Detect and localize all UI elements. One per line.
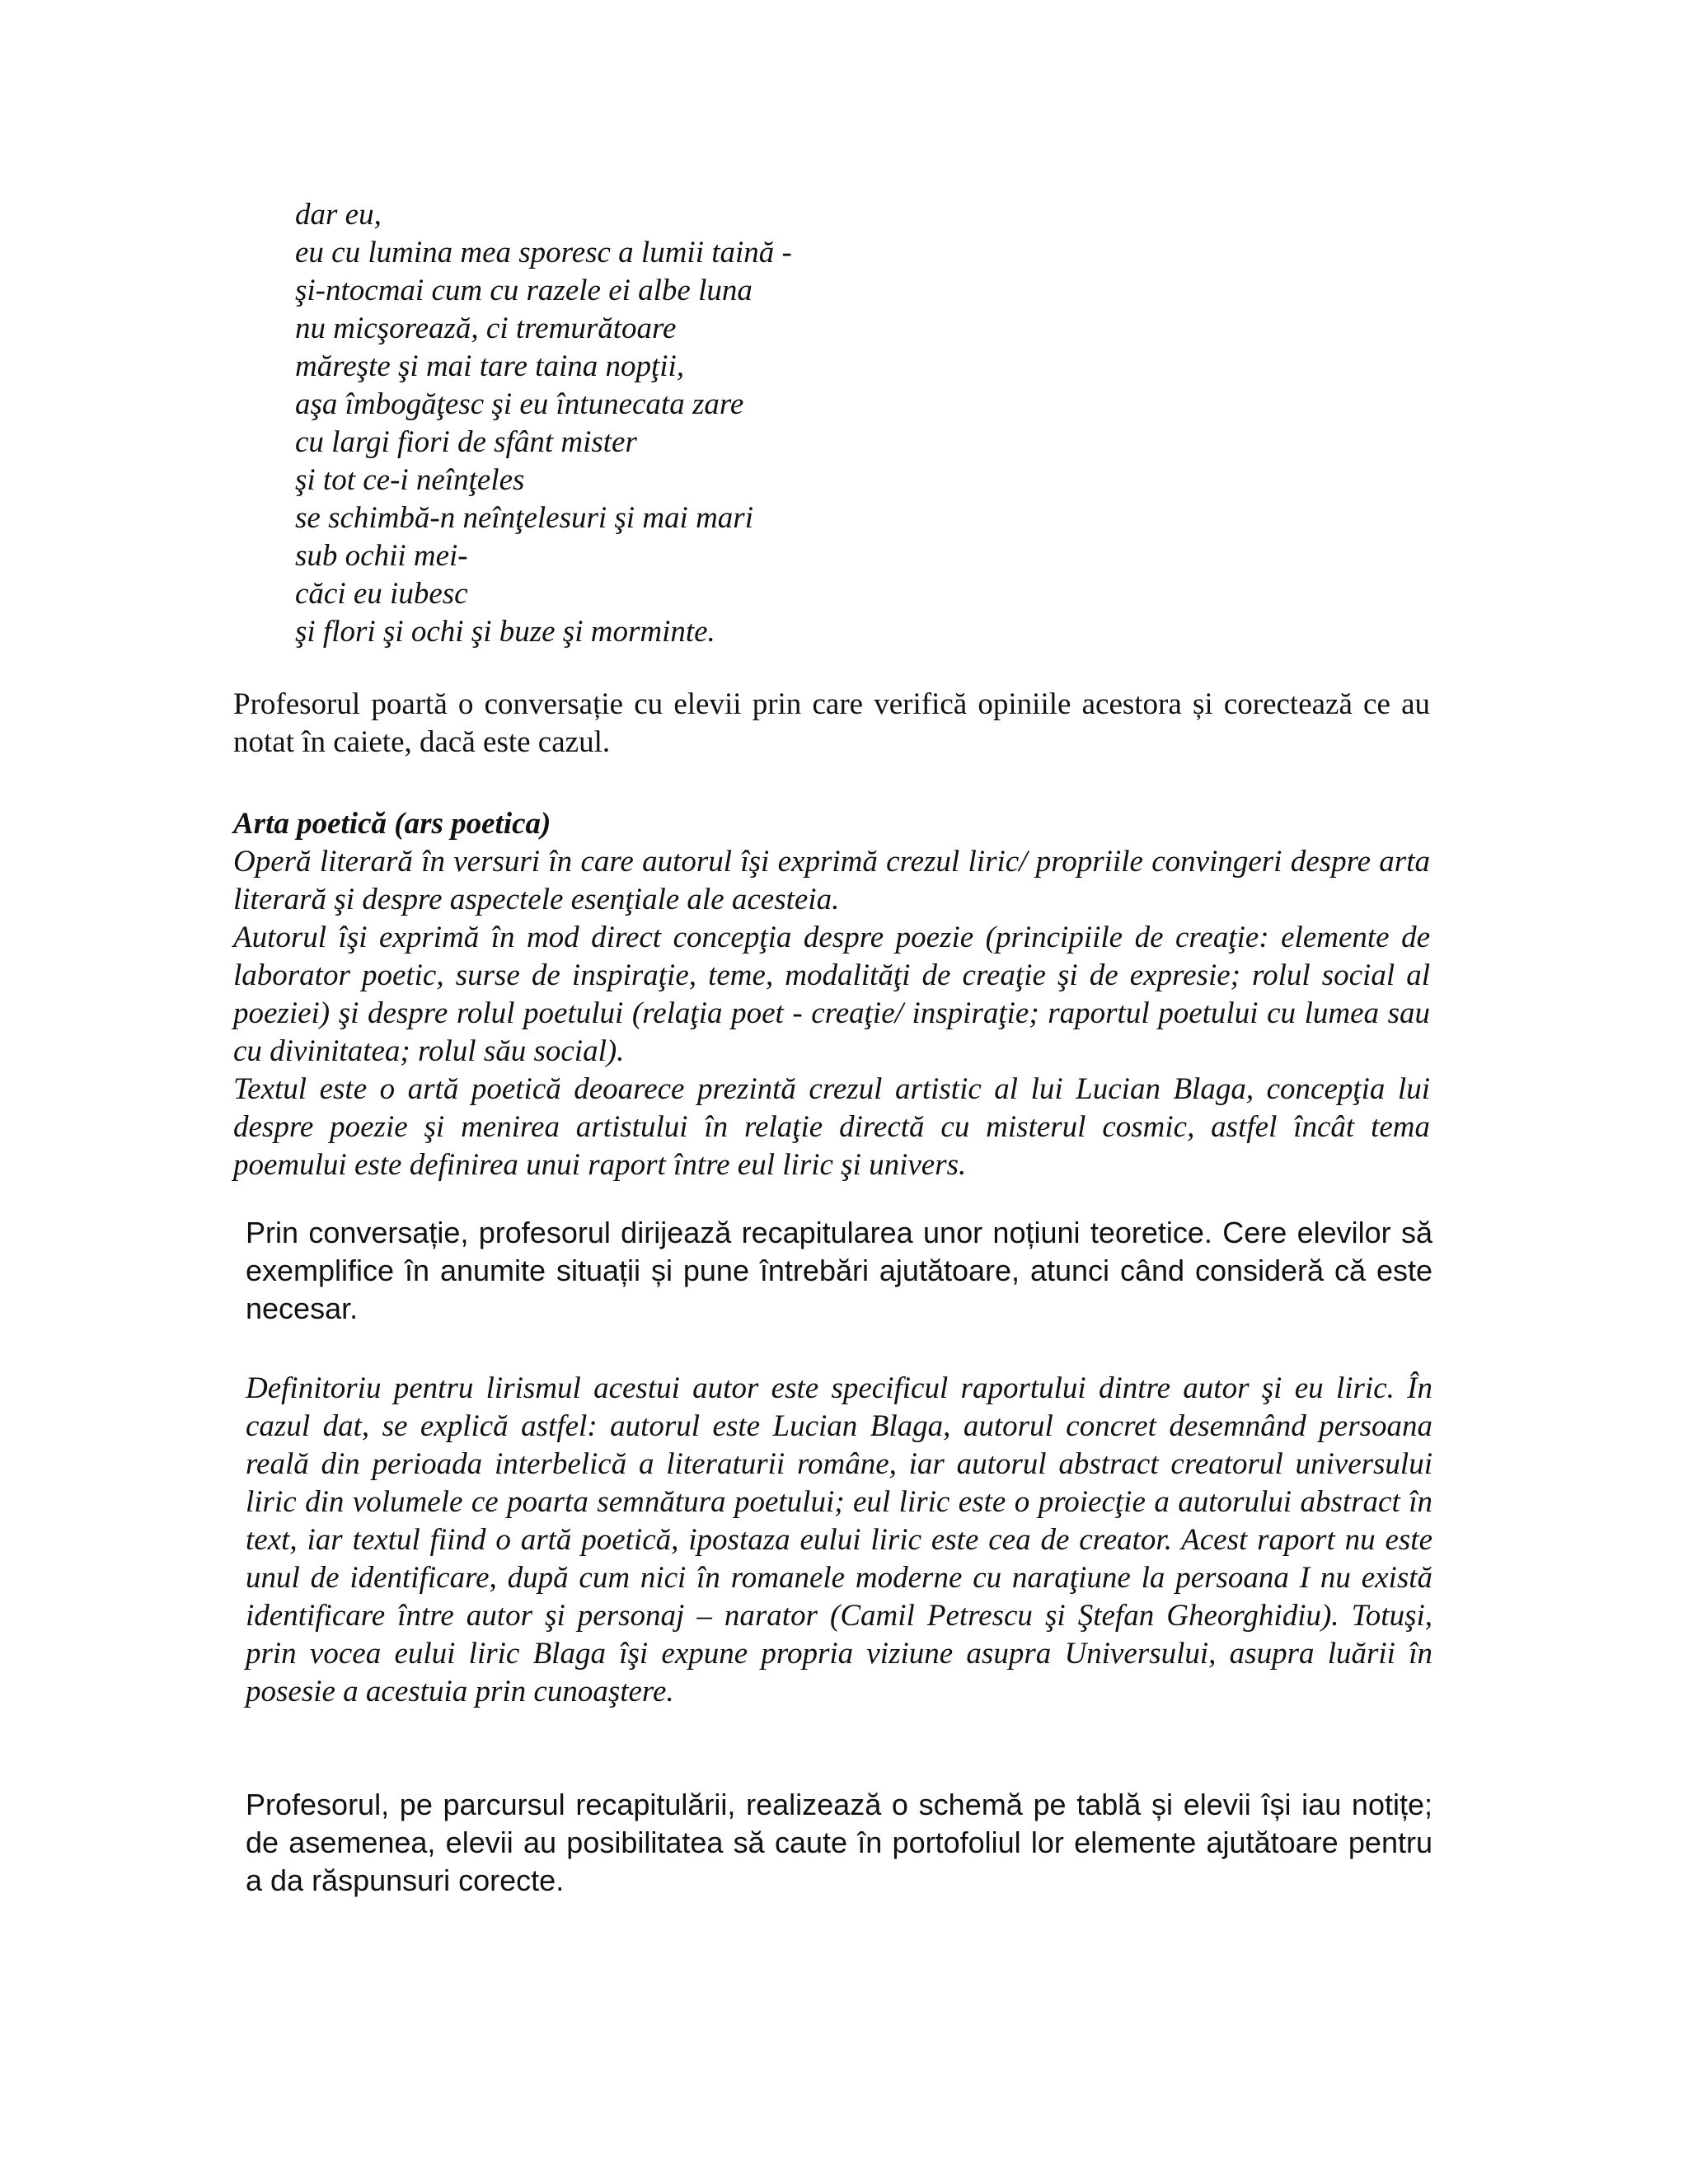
definition-paragraph: Autorul îşi exprimă în mod direct concepţia despre poezie (principiile de creaţie: elemente de laborator poetic, surse de inspiraţie, teme, modalităţi de creaţie şi de expresie; rolul social al poeziei) şi despre rolul poetului (relaţia poet - creaţie/ inspiraţie; raportul poetului cu lumea sau cu divinitatea; rolul său social). — [233, 921, 1430, 1068]
poem-line: măreşte şi mai tare taina nopţii, — [295, 349, 685, 383]
poem-line: se schimbă-n neînţelesuri şi mai mari — [295, 501, 753, 535]
poem-line: eu cu lumina mea sporesc a lumii taină - — [295, 236, 792, 269]
poem-line: căci eu iubesc — [295, 577, 468, 611]
definition-title: Arta poetică (ars poetica) — [233, 807, 551, 841]
definition-paragraph: Textul este o artă poetică deoarece prezintă crezul artistic al lui Lucian Blaga, concepţia lui despre poezie şi menirea artistului în relaţie directă cu misterul cosmic, astfel încât tema poemului este definirea unui raport între eul liric şi univers. — [233, 1072, 1430, 1182]
poem-excerpt — [295, 196, 1202, 651]
poem-line: dar eu, — [295, 198, 382, 232]
poem-line: cu largi fiori de sfânt mister — [295, 425, 637, 459]
lyricism-explanation-paragraph: Definitoriu pentru lirismul acestui autor este specificul raportului dintre autor şi eu liric. În cazul dat, se explică astfel: autorul este Lucian Blaga, autorul concret desemnând persoana reală din perioada interbelică a literaturii române, iar autorul abstract creatorul universului liric din volumele ce poarta semnătura poetului; eul liric este o proiecţie a autorului abstract în text, iar textul fiind o artă poetică, ipostaza eului liric este cea de creator. Acest raport nu este unul de identificare, după cum nici în romanele moderne cu naraţiune la persoana I nu există identificare între autor şi personaj – narator (Camil Petrescu şi Ştefan Gheorghidiu). Totuşi, prin vocea eului liric Blaga îşi expune propria viziune asupra Universului, asupra luării în posesie a acestuia prin cunoaştere. — [246, 1371, 1432, 1708]
poem-line: aşa îmbogăţesc şi eu întunecata zare — [295, 387, 744, 421]
poem-line: şi tot ce-i neînţeles — [295, 463, 525, 497]
board-scheme-paragraph: Profesorul, pe parcursul recapitulării, realizează o schemă pe tablă și elevii își iau notițe; de asemenea, elevii au posibilitatea să caute în portofoliul lor elemente ajutătoare pentru a da răspunsuri corecte. — [246, 1788, 1432, 1897]
poem-line: şi-ntocmai cum cu razele ei albe luna — [295, 274, 753, 307]
definition-paragraph: Operă literară în versuri în care autorul îşi exprimă crezul liric/ propriile convingeri despre arta literară şi despre aspectele esenţiale ale acesteia. — [233, 845, 1430, 916]
poem-line: nu micşorează, ci tremurătoare — [295, 312, 677, 345]
teacher-conversation-paragraph: Profesorul poartă o conversație cu elevii prin care verifică opiniile acestora și corectează ce au notat în caiete, dacă este cazul. — [233, 687, 1430, 759]
ars-poetica-definition — [233, 805, 1430, 1184]
poem-line: şi flori şi ochi şi buze şi morminte. — [295, 615, 715, 649]
poem-line: sub ochii mei- — [295, 539, 468, 573]
theory-recap-paragraph: Prin conversație, profesorul dirijează recapitularea unor noțiuni teoretice. Cere elevilor să exemplifice în anumite situații și pune întrebări ajutătoare, atunci când consideră că este necesar. — [246, 1216, 1432, 1325]
